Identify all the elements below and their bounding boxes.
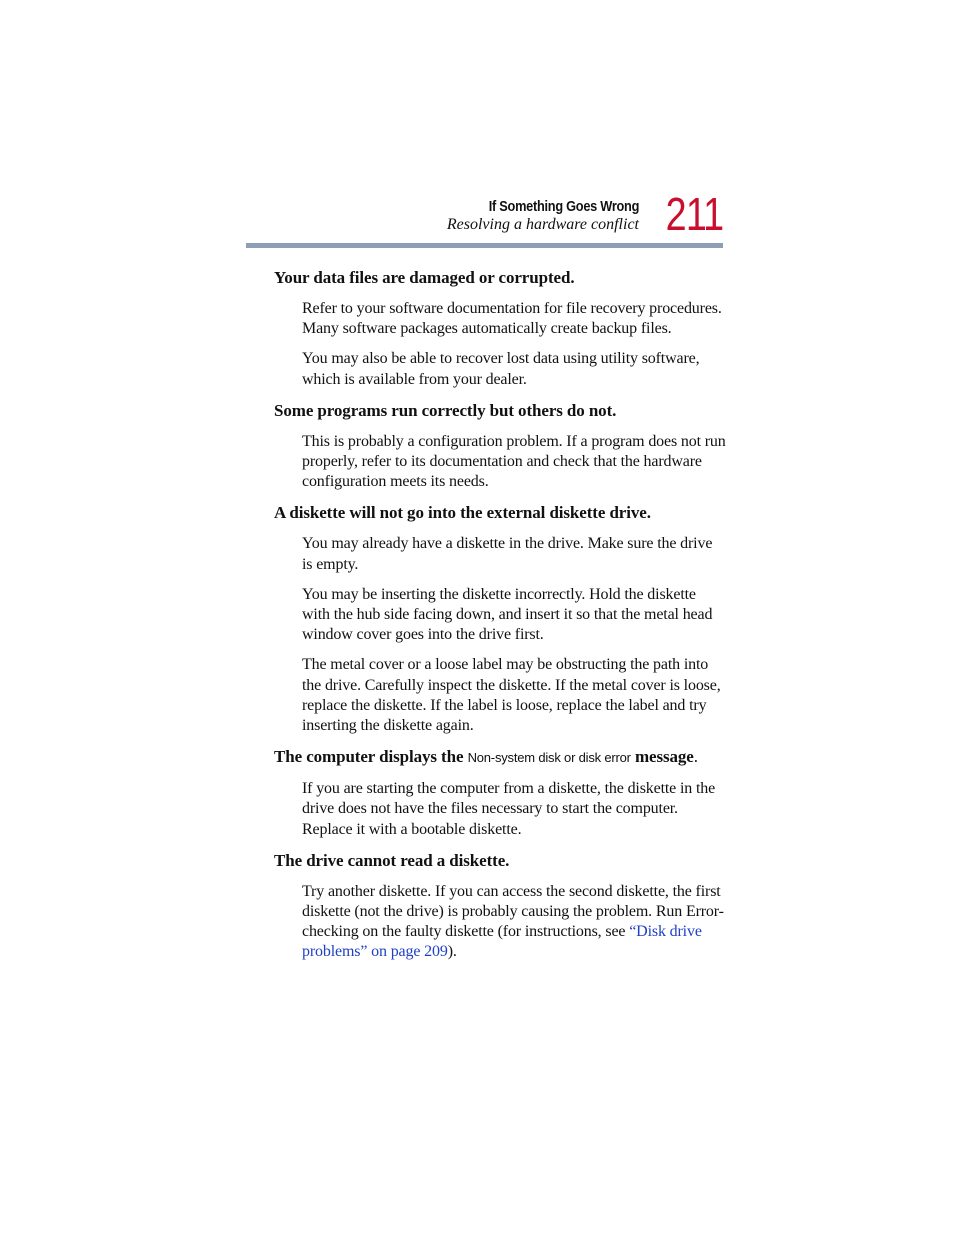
heading-text: The computer displays the bbox=[274, 747, 468, 767]
paragraph: This is probably a configuration problem. If a program does not run properly, refer to its documentation and check that the hardware configuration meets its needs. bbox=[302, 432, 726, 491]
cross-reference-link[interactable]: “Disk drive problems” on page 209 bbox=[302, 923, 702, 961]
paragraph: The metal cover or a loose label may be obstructing the path into the drive. Carefully inspect the diskette. If the metal cover is loose, replace the diskette. If the label is loose, replace the label and try inserting the diskette again. bbox=[302, 656, 721, 735]
paragraph: You may also be able to recover lost data using utility software, which is available from your dealer. bbox=[302, 350, 700, 388]
section-heading: A diskette will not go into the external diskette drive. bbox=[274, 503, 651, 523]
section-heading: Your data files are damaged or corrupted. bbox=[274, 268, 575, 287]
section-heading: Some programs run correctly but others do not. bbox=[274, 400, 617, 420]
chapter-title: If Something Goes Wrong bbox=[488, 199, 639, 215]
paragraph: You may be inserting the diskette incorrectly. Hold the diskette with the hub side facing down, and insert it so that the metal head window cover goes into the drive first. bbox=[302, 585, 713, 644]
paragraph-text: Try another diskette. If you can access the second diskette, the first diskette (not the drive) is probably causing the problem. Run Error-checking on the faulty diskette (for instructions, see bbox=[302, 882, 724, 941]
section-title: Resolving a hardware conflict bbox=[446, 216, 639, 233]
heading-period: . bbox=[693, 747, 698, 767]
heading-text: message bbox=[630, 747, 694, 767]
paragraph-text: ). bbox=[447, 943, 457, 961]
paragraph: Refer to your software documentation for file recovery procedures. Many software packages automatically create backup files. bbox=[302, 300, 722, 338]
running-header bbox=[447, 198, 639, 234]
paragraph: If you are starting the computer from a diskette, the diskette in the drive does not have the files necessary to start the computer. Replace it with a bootable diskette. bbox=[302, 780, 716, 838]
error-message-code: Non-system disk or disk error bbox=[467, 750, 631, 766]
section-heading: The drive cannot read a diskette. bbox=[274, 850, 510, 870]
paragraph bbox=[302, 882, 726, 963]
paragraph: You may already have a diskette in the drive. Make sure the drive is empty. bbox=[302, 535, 713, 573]
page-number: 211 bbox=[665, 188, 723, 240]
page-header bbox=[246, 188, 723, 241]
section-heading bbox=[274, 747, 726, 768]
header-rule bbox=[246, 243, 723, 248]
main-content bbox=[274, 268, 726, 973]
